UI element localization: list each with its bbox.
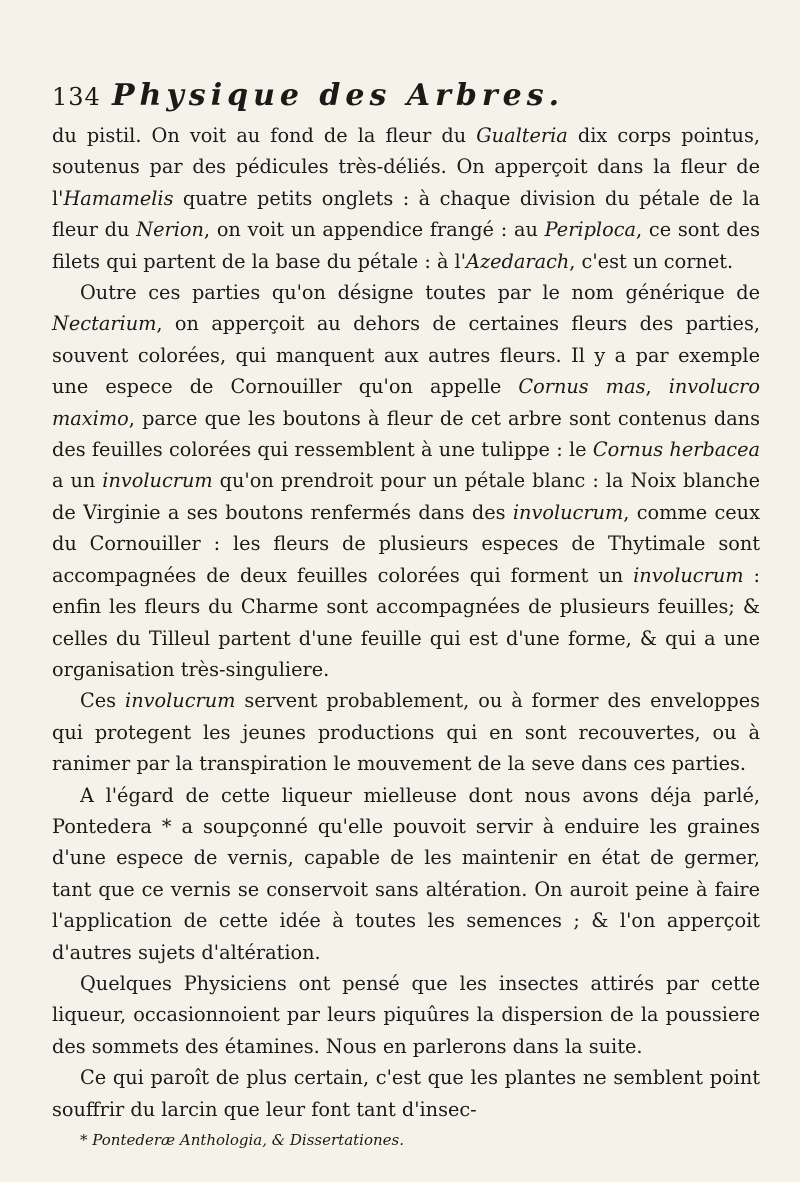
italic-term: Hamamelis [63, 186, 174, 210]
page-number: 134 [52, 83, 101, 111]
footnote: * Pontederæ Anthologia, & Dissertationes. [80, 1131, 405, 1149]
text-run: Quelques Physiciens ont pensé que les insectes attirés par cette liqueur, occasionnoient par leurs piquûres la dispersion de la poussiere des sommets des étamines. Nous en parlerons dans la suite. [52, 971, 760, 1058]
text-run: : enfin les fleurs du Charme sont accompagnées de plusieurs feuilles; & celles du Tilleul partent d'une feuille qui est d'une forme, & qui a une organisation très-singuliere. [52, 563, 760, 681]
italic-term: involucrum [512, 500, 624, 524]
text-run: Outre ces parties qu'on désigne toutes par le nom générique de [80, 281, 760, 305]
italic-term: Nectarium [52, 312, 157, 336]
italic-term: involucrum [102, 469, 213, 493]
text-run: dix corps pointus, soutenus par des pédicules très-déliés. On apperçoit dans la fleur de l' [52, 124, 760, 210]
text-run: , on voit un appendice frangé : au [203, 218, 545, 242]
italic-term: Cornus herbacea [592, 438, 761, 462]
italic-term: Nerion [136, 218, 204, 242]
text-run: qu'on prendroit pour un pétale blanc : la Noix blanche de Virginie a ses boutons renfermés dans des [52, 469, 760, 524]
paragraph [52, 120, 760, 277]
text-run: , ce sont des filets qui partent de la base du pétale : à l' [52, 218, 760, 273]
text-run: , c'est un cornet. [569, 249, 734, 273]
italic-term: involucrum [125, 689, 236, 713]
text-run: quatre petits onglets : à chaque division du pétale de la fleur du [52, 186, 760, 242]
paragraph [52, 685, 760, 779]
paragraph [52, 780, 760, 968]
text-run: A l'égard de cette liqueur mielleuse dont nous avons déja parlé, Pontedera * a soupçonné qu'elle pouvoit servir à enduire les graines d'une espece de vernis, capable de les maintenir en état de germer, tant que ce vernis se conservoit sans altération. On auroit peine à faire l'application de cette idée à toutes les semences ; & l'on apperçoit d'autres sujets d'altération. [52, 783, 760, 964]
italic-term: Cornus mas [518, 375, 646, 399]
text-run: du pistil. On voit au fond de la fleur du [52, 124, 477, 147]
text-run: Ce qui paroît de plus certain, c'est que les plantes ne semblent point souffrir du larcin que leur font tant d'insec- [52, 1066, 760, 1121]
text-run: , on apperçoit au dehors de certaines fleurs des parties, souvent colorées, qui manquent aux autres fleurs. Il y a par exemple une espece de Cornouiller qu'on appelle [52, 312, 760, 399]
text-run: , parce que les boutons à fleur de cet arbre sont contenus dans des feuilles colorées qui ressemblent à une tulippe : le [52, 406, 760, 462]
running-title: Physique des Arbres. [112, 78, 565, 113]
text-run: a un [52, 469, 103, 493]
paragraph [52, 968, 760, 1062]
body-text [52, 120, 760, 1125]
page-header [52, 78, 760, 118]
paragraph [52, 1062, 760, 1125]
paragraph [52, 277, 760, 685]
italic-term: involucro maximo [52, 375, 760, 430]
italic-term: Azedarach [466, 249, 570, 273]
italic-term: Gualteria [476, 124, 568, 147]
text-run: servent probablement, ou à former des enveloppes qui protegent les jeunes productions qui en sont recouvertes, ou à ranimer par la transpiration le mouvement de la seve dans ces parties. [52, 689, 761, 776]
text-run: , [645, 375, 669, 399]
italic-term: involucrum [633, 563, 744, 587]
text-run: , comme ceux du Cornouiller : les fleurs de plusieurs especes de Thytimale sont accompagnées de deux feuilles colorées qui forment un [52, 500, 760, 587]
italic-term: Periploca [544, 218, 636, 242]
text-run: Ces [80, 689, 126, 713]
